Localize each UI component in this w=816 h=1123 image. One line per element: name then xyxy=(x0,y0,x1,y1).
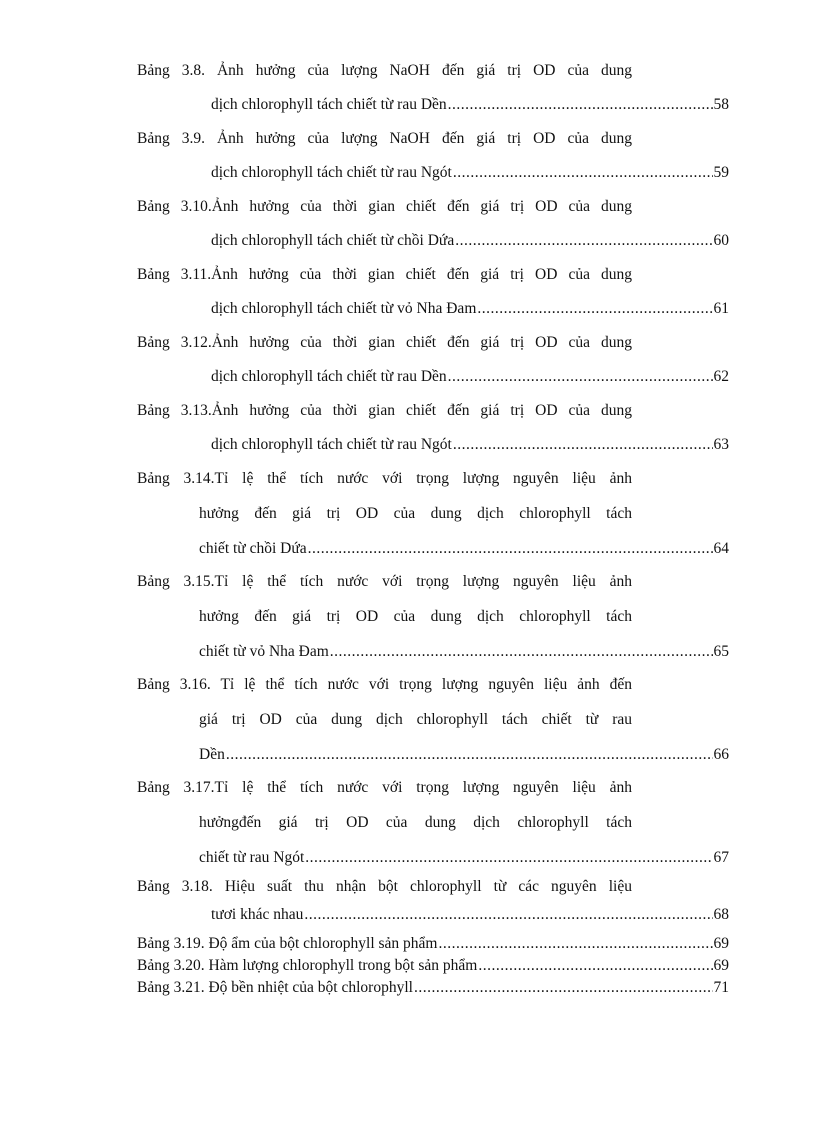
toc-entry-text: dịch chlorophyll tách chiết từ rau Ngót xyxy=(211,436,452,453)
toc-dot-leader xyxy=(453,434,713,456)
toc-entry-last-line xyxy=(199,538,729,560)
toc-dot-leader xyxy=(305,847,712,869)
toc-entry-text: dịch chlorophyll tách chiết từ chồi Dứa xyxy=(211,232,455,249)
toc-entry-text: tươi khác nhau xyxy=(211,906,304,923)
toc-entry-text: dịch chlorophyll tách chiết từ rau Dền xyxy=(211,96,447,113)
toc-entry-line: Bảng 3.17.Tỉ lệ thể tích nước với trọng lượng nguyên liệu ảnh xyxy=(137,779,632,796)
toc-entry-text: Dền xyxy=(199,746,225,763)
toc-entry-last-line xyxy=(211,230,729,252)
toc-entry-last-line xyxy=(211,162,729,184)
toc-entry-text: Bảng 3.21. Độ bền nhiệt của bột chlorophyll xyxy=(137,979,413,996)
toc-page-number: 61 xyxy=(713,300,729,317)
toc-entry-line: Bảng 3.10.Ảnh hưởng của thời gian chiết đến giá trị OD của dung xyxy=(137,198,632,215)
toc-entry-line: Bảng 3.15.Tỉ lệ thể tích nước với trọng lượng nguyên liệu ảnh xyxy=(137,573,632,590)
toc-entry-last-line xyxy=(211,298,729,320)
toc-entry-last-line xyxy=(137,955,729,977)
toc-page-number: 62 xyxy=(713,368,729,385)
toc-dot-leader xyxy=(448,366,713,388)
toc-entry-last-line xyxy=(211,434,729,456)
toc-entry-line: Bảng 3.14.Tỉ lệ thể tích nước với trọng lượng nguyên liệu ảnh xyxy=(137,470,632,487)
toc-entry-text: dịch chlorophyll tách chiết từ rau Ngót xyxy=(211,164,452,181)
toc-entry-last-line xyxy=(199,641,729,663)
toc-entry-last-line xyxy=(211,366,729,388)
toc-dot-leader xyxy=(477,298,712,320)
toc-dot-leader xyxy=(304,904,712,926)
toc-entry-line: Bảng 3.11.Ảnh hưởng của thời gian chiết đến giá trị OD của dung xyxy=(137,266,632,283)
toc-entry-text: chiết từ vỏ Nha Đam xyxy=(199,643,329,660)
toc-entry-last-line xyxy=(137,977,729,999)
toc-entry-line: Bảng 3.9. Ảnh hưởng của lượng NaOH đến giá trị OD của dung xyxy=(137,130,632,147)
toc-page-number: 59 xyxy=(713,164,729,181)
toc-dot-leader xyxy=(455,230,712,252)
toc-page-number: 64 xyxy=(713,540,729,557)
toc-entry-last-line xyxy=(199,847,729,869)
toc-entry-last-line xyxy=(199,744,729,766)
toc-entry-text: chiết từ chồi Dứa xyxy=(199,540,307,557)
toc-entry-line: Bảng 3.16. Tỉ lệ thể tích nước với trọng lượng nguyên liệu ảnh đến xyxy=(137,676,632,693)
toc-entry-text: dịch chlorophyll tách chiết từ vỏ Nha Đam xyxy=(211,300,477,317)
toc-entry-line: giá trị OD của dung dịch chlorophyll tách chiết từ rau xyxy=(199,711,632,728)
toc-page-number: 65 xyxy=(713,643,729,660)
toc-dot-leader xyxy=(330,641,713,663)
toc-entry-text: Bảng 3.19. Độ ẩm của bột chlorophyll sản phẩm xyxy=(137,935,438,952)
toc-entry-line: hưởng đến giá trị OD của dung dịch chlorophyll tách xyxy=(199,608,632,625)
toc-entry-line: Bảng 3.13.Ảnh hưởng của thời gian chiết đến giá trị OD của dung xyxy=(137,402,632,419)
toc-entry-line: Bảng 3.8. Ảnh hưởng của lượng NaOH đến giá trị OD của dung xyxy=(137,62,632,79)
toc-page-number: 60 xyxy=(713,232,729,249)
toc-page-number: 68 xyxy=(713,906,729,923)
toc-dot-leader xyxy=(226,744,713,766)
toc-page-number: 67 xyxy=(713,849,729,866)
toc-dot-leader xyxy=(478,955,712,977)
toc-entry-line: hưởng đến giá trị OD của dung dịch chlorophyll tách xyxy=(199,505,632,522)
toc-entry-last-line xyxy=(137,933,729,955)
toc-dot-leader xyxy=(453,162,713,184)
toc-page-number: 63 xyxy=(713,436,729,453)
toc-page-number: 58 xyxy=(713,96,729,113)
toc-page-number: 71 xyxy=(713,979,729,996)
toc-dot-leader xyxy=(438,933,712,955)
toc-entry-last-line xyxy=(211,94,729,116)
toc-entry-text: dịch chlorophyll tách chiết từ rau Dền xyxy=(211,368,447,385)
toc-dot-leader xyxy=(414,977,713,999)
toc-dot-leader xyxy=(448,94,713,116)
toc-entry-text: chiết từ rau Ngót xyxy=(199,849,305,866)
toc-entry-last-line xyxy=(211,904,729,926)
toc-entry-line: Bảng 3.12.Ảnh hưởng của thời gian chiết đến giá trị OD của dung xyxy=(137,334,632,351)
toc-entry-line: hưởngđến giá trị OD của dung dịch chlorophyll tách xyxy=(199,814,632,831)
toc-dot-leader xyxy=(308,538,713,560)
toc-page-number: 69 xyxy=(713,935,729,952)
toc-entry-text: Bảng 3.20. Hàm lượng chlorophyll trong bột sản phẩm xyxy=(137,957,478,974)
toc-entry-line: Bảng 3.18. Hiệu suất thu nhận bột chlorophyll từ các nguyên liệu xyxy=(137,878,632,895)
toc-page-number: 66 xyxy=(713,746,729,763)
toc-page-number: 69 xyxy=(713,957,729,974)
